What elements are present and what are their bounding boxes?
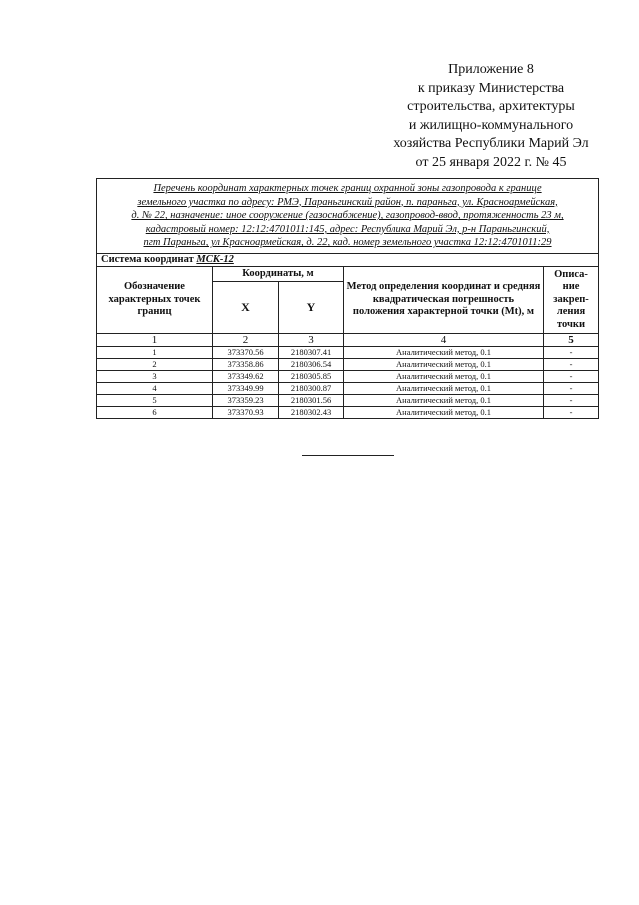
header-row [97, 266, 599, 281]
table-row [97, 394, 599, 406]
method: Аналитический метод, 0.1 [344, 406, 544, 418]
point-number: 6 [97, 406, 213, 418]
coord-x: 373358.86 [213, 358, 279, 370]
description: - [544, 358, 599, 370]
coord-y: 2180305.85 [279, 370, 344, 382]
coord-y: 2180307.41 [279, 346, 344, 358]
coord-y: 2180301.56 [279, 394, 344, 406]
coord-x: 373370.93 [213, 406, 279, 418]
table-title-line: земельного участка по адресу: РМЭ, Параньгинский район, п. параньга, ул. Красноармейская, [137, 196, 558, 208]
method: Аналитический метод, 0.1 [344, 382, 544, 394]
coord-x: 373359.23 [213, 394, 279, 406]
method: Аналитический метод, 0.1 [344, 394, 544, 406]
header-points: Обозначение характерных точек границ [97, 266, 213, 333]
column-index-row [97, 333, 599, 346]
method: Аналитический метод, 0.1 [344, 358, 544, 370]
column-index: 3 [279, 333, 344, 346]
coord-y: 2180306.54 [279, 358, 344, 370]
description: - [544, 382, 599, 394]
column-index: 2 [213, 333, 279, 346]
table-title-line: д. № 22, назначение: иное сооружение (газоснабжение), газопровод-ввод, протяженность 23 м, [131, 210, 564, 222]
table-title-line: пгт Параньга, ул Красноармейская, д. 22, кад. номер земельного участка 12:12:4701011:29 [143, 237, 552, 249]
coord-x: 373370.56 [213, 346, 279, 358]
point-number: 1 [97, 346, 213, 358]
description: - [544, 346, 599, 358]
coord-y: 2180302.43 [279, 406, 344, 418]
table-row [97, 382, 599, 394]
table-row [97, 346, 599, 358]
point-number: 5 [97, 394, 213, 406]
header-description: Описа-ние закреп-ления точки [544, 266, 599, 333]
table-title-line: Перечень координат характерных точек границ охранной зоны газопровода к границе [153, 183, 542, 194]
description: - [544, 370, 599, 382]
description: - [544, 394, 599, 406]
point-number: 3 [97, 370, 213, 382]
header-line: от 25 января 2022 г. № 45 [415, 154, 567, 170]
column-index: 5 [544, 333, 599, 346]
table-row [97, 358, 599, 370]
point-number: 2 [97, 358, 213, 370]
header-line: к приказу Министерства [417, 80, 565, 96]
table-row [97, 406, 599, 418]
coordinates-table [96, 178, 599, 419]
method: Аналитический метод, 0.1 [344, 346, 544, 358]
header-y: Y [279, 281, 344, 333]
header-line: строительства, архитектуры [407, 99, 575, 115]
appendix-header [386, 61, 596, 173]
table-title-line: кадастровый номер: 12:12:4701011:145, адрес: Республика Марий Эл, р-н Параньгинский, [145, 223, 550, 235]
coord-y: 2180300.87 [279, 382, 344, 394]
table-title-row [97, 179, 599, 254]
column-index: 1 [97, 333, 213, 346]
description: - [544, 406, 599, 418]
coordinate-system-row [97, 253, 599, 266]
column-index: 4 [344, 333, 544, 346]
coordinate-system [97, 253, 599, 266]
header-line: и жилищно-коммунального [408, 117, 574, 133]
header-line: хозяйства Республики Марий Эл [393, 136, 589, 152]
coord-x: 373349.99 [213, 382, 279, 394]
header-coordinates: Координаты, м [213, 266, 344, 281]
coord-x: 373349.62 [213, 370, 279, 382]
header-method: Метод определения координат и средняя квадратическая погрешность положения характерной точки (Mt), м [344, 266, 544, 333]
point-number: 4 [97, 382, 213, 394]
header-line: Приложение 8 [448, 62, 534, 77]
coordinate-system-label: Система координат [101, 253, 194, 265]
table-row [97, 370, 599, 382]
separator-line [302, 455, 394, 456]
header-x: X [213, 281, 279, 333]
table-title [97, 179, 599, 254]
coordinate-system-value: МСК-12 [196, 253, 234, 265]
method: Аналитический метод, 0.1 [344, 370, 544, 382]
